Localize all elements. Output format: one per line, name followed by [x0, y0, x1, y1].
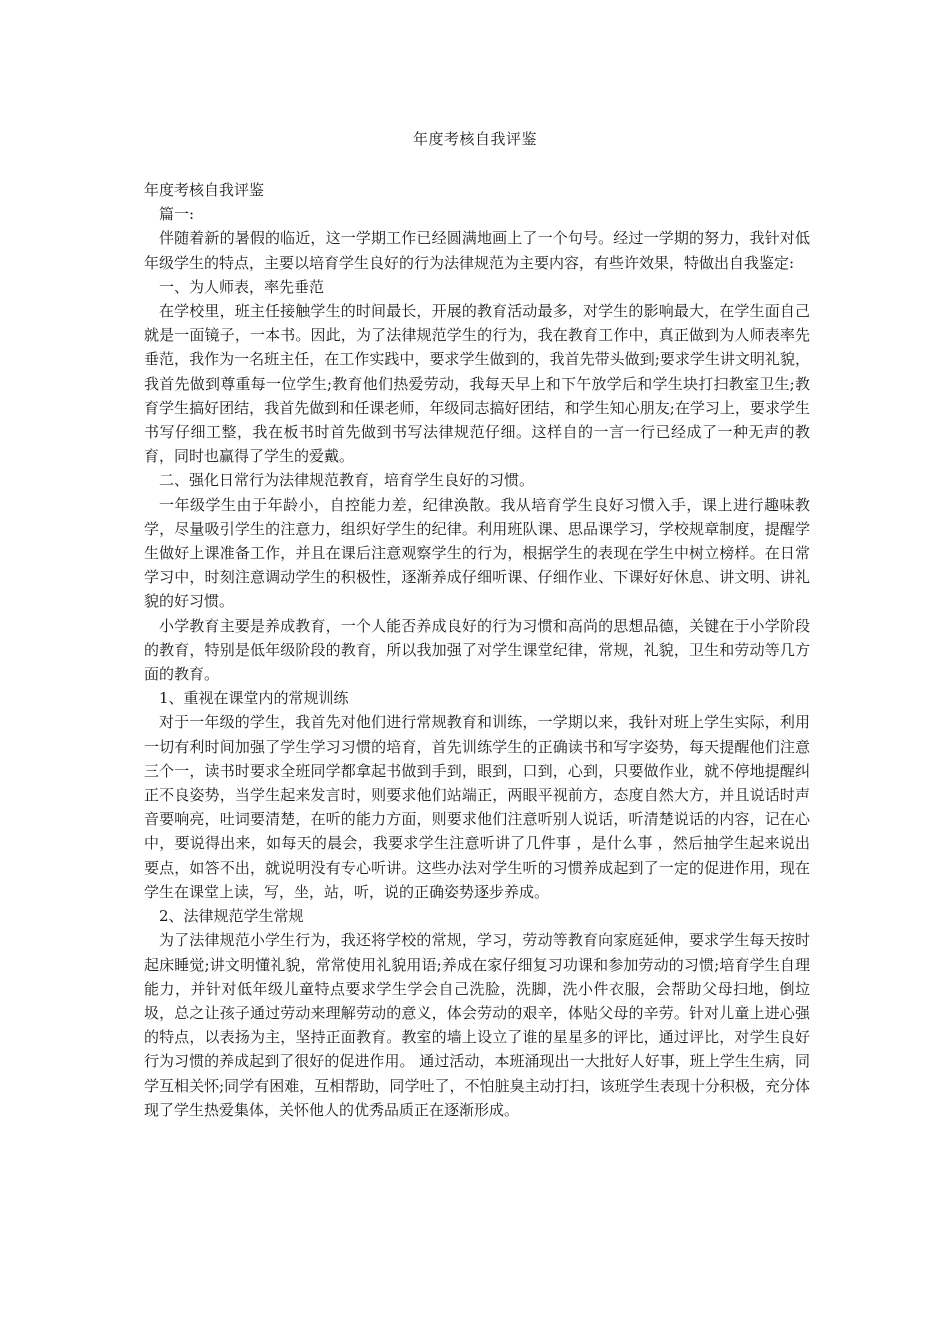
section-label: 篇一:: [159, 205, 195, 224]
subsection-heading: 1、重视在课堂内的常规训练: [159, 689, 349, 708]
body-heading: 年度考核自我评鉴: [144, 181, 265, 199]
paragraph: 伴随着新的暑假的临近，这一学期工作已经圆满地画上了一个句号。经过一学期的努力，我针对低年级学生的特点，主要以培育学生良好的行为法律规范为主要内容，有些许效果，特做出自我鉴定:: [144, 229, 810, 272]
subsection-heading: 2、法律规范学生常规: [159, 907, 304, 926]
paragraph: 对于一年级的学生，我首先对他们进行常规教育和训练，一学期以来，我针对班上学生实际，利用一切有利时间加强了学生学习习惯的培育，首先训练学生的正确读书和写字姿势，每天提醒他们注意三个一，读书时要求全班同学都拿起书做到手到，眼到，口到，心到，只要做作业，就不停地提醒纠正不良姿势，当学生起来发言时，则要求他们站端正，两眼平视前方，态度自然大方，并且说话时声音要响亮，吐词要清楚，在听的能力方面，则要求他们注意听别人说话，听清楚说话的内容，记在心中，要说得出来，如每天的晨会，我要求学生注意听讲了几件事 ，是什么事 ，然后抽学生起来说出要点，如答不出，就说明没有专心听讲。这些办法对学生听的习惯养成起到了一定的促进作用，现在学生在课堂上读，写，坐，站，听，说的正确姿势逐步养成。: [144, 713, 810, 901]
paragraph: 在学校里，班主任接触学生的时间最长，开展的教育活动最多，对学生的影响最大，在学生面自己就是一面镜子，一本书。因此，为了法律规范学生的行为，我在教育工作中，真正做到为人师表率先垂范，我作为一名班主任，在工作实践中，要求学生做到的，我首先带头做到;要求学生讲文明礼貌，我首先做到尊重每一位学生;教育他们热爱劳动，我每天早上和下午放学后和学生块打扫教室卫生;教育学生搞好团结，我首先做到和任课老师，年级同志搞好团结，和学生知心朋友;在学习上，要求学生书写仔细工整，我在板书时首先做到书写法律规范仔细。这样自的一言一行已经成了一种无声的教育，同时也赢得了学生的爱戴。: [144, 302, 810, 466]
document-body: [144, 178, 810, 1122]
paragraph: 一年级学生由于年龄小，自控能力差，纪律涣散。我从培育学生良好习惯入手，课上进行趣味教学，尽量吸引学生的注意力，组织好学生的纪律。利用班队课、思品课学习，学校规章制度，提醒学生做好上课准备工作，并且在课后注意观察学生的行为，根据学生的表现在学生中树立榜样。在日常学习中，时刻注意调动学生的积极性，逐渐养成仔细听课、仔细作业、下课好好休息、讲文明、讲礼貌的好习惯。: [144, 495, 810, 611]
paragraph: 为了法律规范小学生行为，我还将学校的常规，学习，劳动等教育向家庭延伸，要求学生每天按时起床睡觉;讲文明懂礼貌，常常使用礼貌用语;养成在家仔细复习功课和参加劳动的习惯;培育学生自理能力，并针对低年级儿童特点要求学生学会自己洗脸，洗脚，洗小件衣服，会帮助父母扫地，倒垃圾，总之让孩子通过劳动来理解劳动的意义，体会劳动的艰辛，体贴父母的辛劳。针对儿童上进心强的特点，以表扬为主，坚持正面教育。教室的墙上设立了谁的星星多的评比，通过评比，对学生良好行为习惯的养成起到了很好的促进作用。 通过活动，本班涌现出一大批好人好事，班上学生生病，同学互相关怀;同学有困难，互相帮助，同学吐了，不怕脏臭主动打扫，该班学生表现十分积极，充分体现了学生热爱集体，关怀他人的优秀品质正在逐渐形成。: [144, 931, 810, 1119]
document-title: 年度考核自我评鉴: [412, 130, 537, 148]
paragraph: 小学教育主要是养成教育，一个人能否养成良好的行为习惯和高尚的思想品德，关键在于小学阶段的教育，特别是低年级阶段的教育，所以我加强了对学生课堂纪律，常规，礼貌，卫生和劳动等几方面的教育。: [144, 616, 810, 684]
section-heading: 一、为人师表，率先垂范: [159, 277, 325, 296]
section-heading: 二、强化日常行为法律规范教育，培育学生良好的习惯。: [159, 471, 535, 490]
